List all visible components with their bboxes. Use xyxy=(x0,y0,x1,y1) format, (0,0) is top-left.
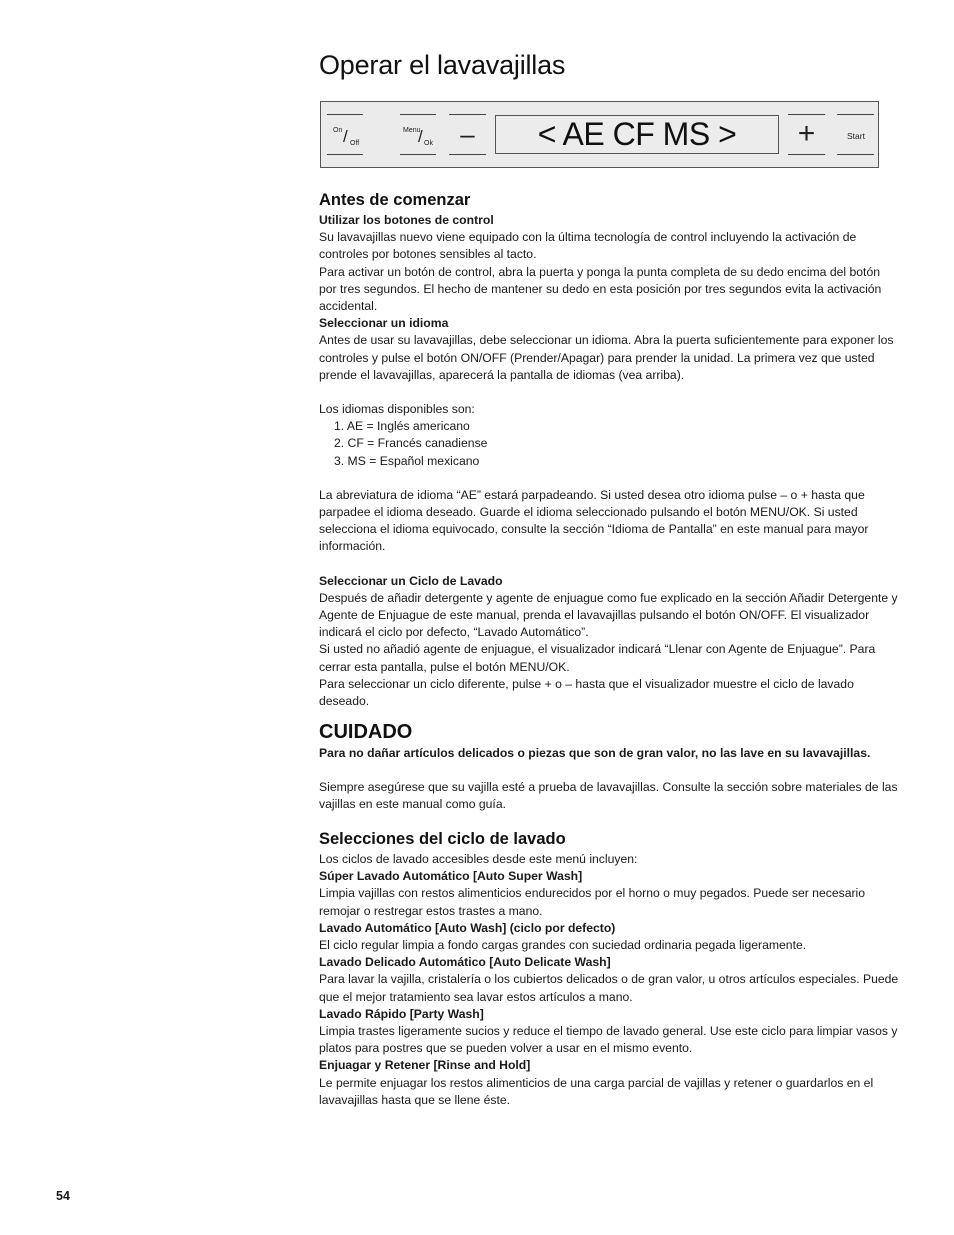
onoff-button xyxy=(327,114,363,155)
start-button xyxy=(837,114,874,155)
onoff-top-label: On xyxy=(333,127,343,134)
antes-sub2: Seleccionar un idioma xyxy=(319,316,449,331)
antes-p6: Si usted no añadió agente de enjuague, el visualizador indicará “Llenar con Agente de Enjuague”. Para cerrar esta pantalla, pulse el botón MENU/OK. xyxy=(319,642,876,674)
page-number: 54 xyxy=(56,1189,70,1203)
lang-item: 2. CF = Francés canadiense xyxy=(334,436,488,451)
antes-p2: Para activar un botón de control, abra la puerta y ponga la punta completa de su dedo encima del botón por tres segundos. El hecho de mantener su dedo en esta posición por tres segundos evita la activación accidental. xyxy=(319,264,882,314)
antes-section xyxy=(319,212,899,710)
cycle-desc: Para lavar la vajilla, cristalería o los cubiertos delicados o de gran valor, u otros artículos especiales. Puede que el mejor tratamiento sea lavar estos artículos a mano. xyxy=(319,972,899,1004)
antes-p5: Después de añadir detergente y agente de enjuague como fue explicado en la sección Añadir Detergente y Agente de Enjuague de este manual, prenda el lavavajillas pulsando el botón ON/OFF. El visualizador indicará el ciclo por defecto, “Lavado Automático”. xyxy=(319,590,898,640)
cycle-desc: Limpia trastes ligeramente sucios y reduce el tiempo de lavado general. Use este ciclo para limpiar vasos y platos para postres que se pueden volver a usar en el mismo evento. xyxy=(319,1024,898,1056)
cuidado-warning: Para no dañar artículos delicados o piezas que son de gran valor, no las lave en su lavavajillas. xyxy=(319,746,871,760)
antes-p3: Antes de usar su lavavajillas, debe seleccionar un idioma. Abra la puerta suficientemente para exponer los controles y pulse el botón ON/OFF (Prender/Apagar) para prender la unidad. La primera vez que usted prende el lavavajillas, aparecerá la pantalla de idiomas (vea arriba). xyxy=(319,333,894,382)
minus-button xyxy=(449,114,486,155)
plus-button xyxy=(788,114,825,155)
start-label: Start xyxy=(847,131,865,141)
ciclos-heading: Selecciones del ciclo de lavado xyxy=(319,830,566,848)
control-panel-illustration xyxy=(320,101,879,168)
cycle-title: Lavado Rápido [Party Wash] xyxy=(319,1006,484,1021)
ciclos-intro: Los ciclos de lavado accesibles desde este menú incluyen: xyxy=(319,852,638,866)
onoff-slash: / xyxy=(343,127,348,146)
onoff-bottom-label: Off xyxy=(350,140,360,147)
antes-p4: La abreviatura de idioma “AE” estará parpadeando. Si usted desea otro idioma pulse – o + hasta que parpadee el idioma deseado. Guarde el idioma seleccionado pulsando el botón MENU/OK. Si usted selecciona el idioma equivocado, consulte la sección “Idioma de Pantalla” en este manual para mayor información. xyxy=(319,487,869,554)
antes-p7: Para seleccionar un ciclo diferente, pulse + o – hasta que el visualizador muestre el ciclo de lavado deseado. xyxy=(319,676,854,709)
plus-symbol: + xyxy=(797,117,816,150)
antes-sub1: Utilizar los botones de control xyxy=(319,213,494,227)
cuidado-p1: Siempre asegúrese que su vajilla esté a prueba de lavavajillas. Consulte la sección sobre materiales de las vajillas en este manual como guía. xyxy=(319,780,898,812)
cycle-title: Lavado Delicado Automático [Auto Delicate Wash] xyxy=(319,955,611,970)
cycle-title: Súper Lavado Automático [Auto Super Wash] xyxy=(319,869,583,884)
page-title: Operar el lavavajillas xyxy=(319,50,566,80)
language-display: < AE CF MS > xyxy=(495,115,779,154)
lang-item: 3. MS = Español mexicano xyxy=(334,453,480,468)
antes-sub3: Seleccionar un Ciclo de Lavado xyxy=(319,573,503,588)
cuidado-section xyxy=(319,745,899,814)
cycle-desc: Limpia vajillas con restos alimenticios endurecidos por el horno o muy pegados. Puede ser necesario remojar o restregar estos trastes a mano. xyxy=(319,886,866,918)
menuok-slash: / xyxy=(418,127,423,146)
menuok-button xyxy=(400,114,436,155)
minus-symbol: – xyxy=(460,119,475,149)
cycle-desc: Le permite enjuagar los restos alimenticios de una carga parcial de vajillas y retener o guardarlos en el lavavajillas hasta que se llene éste. xyxy=(319,1075,874,1107)
cuidado-heading: CUIDADO xyxy=(319,721,413,743)
menuok-bottom-label: Ok xyxy=(424,140,433,147)
cycle-title: Enjuagar y Retener [Rinse and Hold] xyxy=(319,1058,531,1073)
ciclos-section xyxy=(319,851,899,1109)
menuok-top-label: Menu xyxy=(403,127,421,134)
lang-item: 1. AE = Inglés americano xyxy=(334,419,470,434)
cycle-desc: El ciclo regular limpia a fondo cargas grandes con suciedad ordinaria pegada ligeramente. xyxy=(319,938,807,953)
antes-heading: Antes de comenzar xyxy=(319,191,471,209)
cycle-title: Lavado Automático [Auto Wash] (ciclo por defecto) xyxy=(319,920,616,935)
antes-p1: Su lavavajillas nuevo viene equipado con la última tecnología de control incluyendo la activación de controles por botones sensibles al tacto. xyxy=(319,230,857,262)
langs-intro: Los idiomas disponibles son: xyxy=(319,402,475,417)
